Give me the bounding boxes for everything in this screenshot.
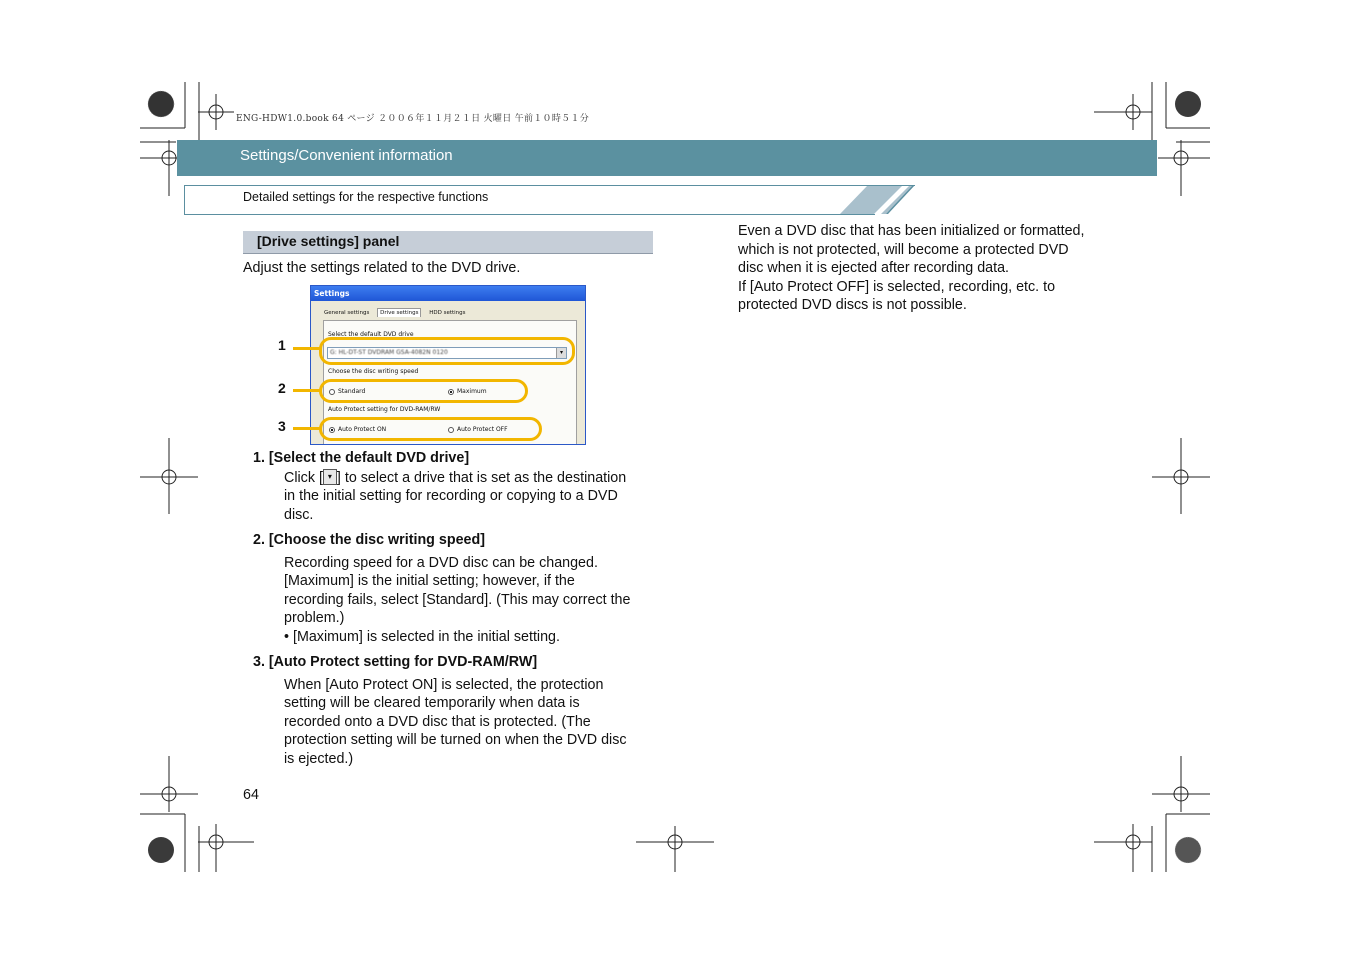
book-info-line: ENG-HDW1.0.book 64 ページ ２００６年１１月２１日 火曜日 午前１０時５１分 [236,114,590,124]
radio-protect-off-label: Auto Protect OFF [457,426,508,433]
right-note-line-2: which is not protected, will become a protected DVD [738,242,1069,258]
tab-general-settings: General settings [324,310,370,316]
item-3-line-5: is ejected.) [284,751,354,767]
item-1-line-1 [284,469,626,488]
item-3-line-4: protection setting will be turned on when the DVD disc [284,732,627,748]
tab-hdd-settings: HDD settings [429,310,466,316]
item-2-line-5: • [Maximum] is selected in the initial setting. [284,629,560,645]
dropdown-arrow-icon: ▾ [556,348,566,358]
callout-line-3 [293,427,320,430]
callout-number-2: 2 [278,380,286,396]
item-3-line-1: When [Auto Protect ON] is selected, the protection [284,677,604,693]
item-2-line-4: problem.) [284,610,345,626]
item-1-heading: 1. [Select the default DVD drive] [253,450,470,466]
subheader-stripes [820,185,915,215]
panel-heading [243,231,653,254]
panel-intro: Adjust the settings related to the DVD drive. [243,260,521,276]
highlight-3 [319,417,542,441]
right-note-line-5: protected DVD discs is not possible. [738,297,967,313]
radio-maximum-label: Maximum [457,388,487,395]
item-3-line-3: recorded onto a DVD disc that is protected. (The [284,714,591,730]
right-note-line-3: disc when it is ejected after recording data. [738,260,1009,276]
page-title: Settings/Convenient information [240,147,453,164]
item-3-line-2: setting will be cleared temporarily when data is [284,695,580,711]
drive-value: G: HL-DT-ST DVDRAM GSA-4082N 0120 [330,349,448,356]
callout-number-1: 1 [278,337,286,353]
panel-heading-text: [Drive settings] panel [257,233,400,249]
highlight-2 [319,379,528,403]
page-number: 64 [243,787,259,803]
item-1-line-1-post: ] to select a drive that is set as the destination [336,470,627,486]
item-1-line-2: in the initial setting for recording or copying to a DVD [284,488,618,504]
right-note-line-1: Even a DVD disc that has been initialized or formatted, [738,223,1085,239]
right-note-line-4: If [Auto Protect OFF] is selected, recording, etc. to [738,279,1056,295]
callout-line-2 [293,389,320,392]
speed-label: Choose the disc writing speed [328,368,419,375]
item-2-line-1: Recording speed for a DVD disc can be changed. [284,555,598,571]
tab-drive-settings: Drive settings [377,308,421,317]
tab-bar [324,310,472,316]
radio-protect-on-label: Auto Protect ON [338,426,387,433]
item-1-line-3: disc. [284,507,314,523]
dropdown-arrow-icon: ▾ [323,469,337,485]
select-drive-label: Select the default DVD drive [328,331,414,338]
highlight-1 [319,337,575,365]
item-2-heading: 2. [Choose the disc writing speed] [253,532,485,548]
callout-line-1 [293,347,320,350]
window-title: Settings [311,286,585,301]
item-2-line-2: [Maximum] is the initial setting; however, if the [284,573,575,589]
callout-number-3: 3 [278,418,286,434]
item-1-line-1-pre: Click [ [284,470,323,486]
radio-standard-label: Standard [338,388,366,395]
item-3-heading: 3. [Auto Protect setting for DVD-RAM/RW] [253,654,538,670]
item-2-line-3: recording fails, select [Standard]. (This may correct the [284,592,631,608]
section-subtitle: Detailed settings for the respective functions [243,190,489,204]
protect-label: Auto Protect setting for DVD-RAM/RW [328,406,441,413]
